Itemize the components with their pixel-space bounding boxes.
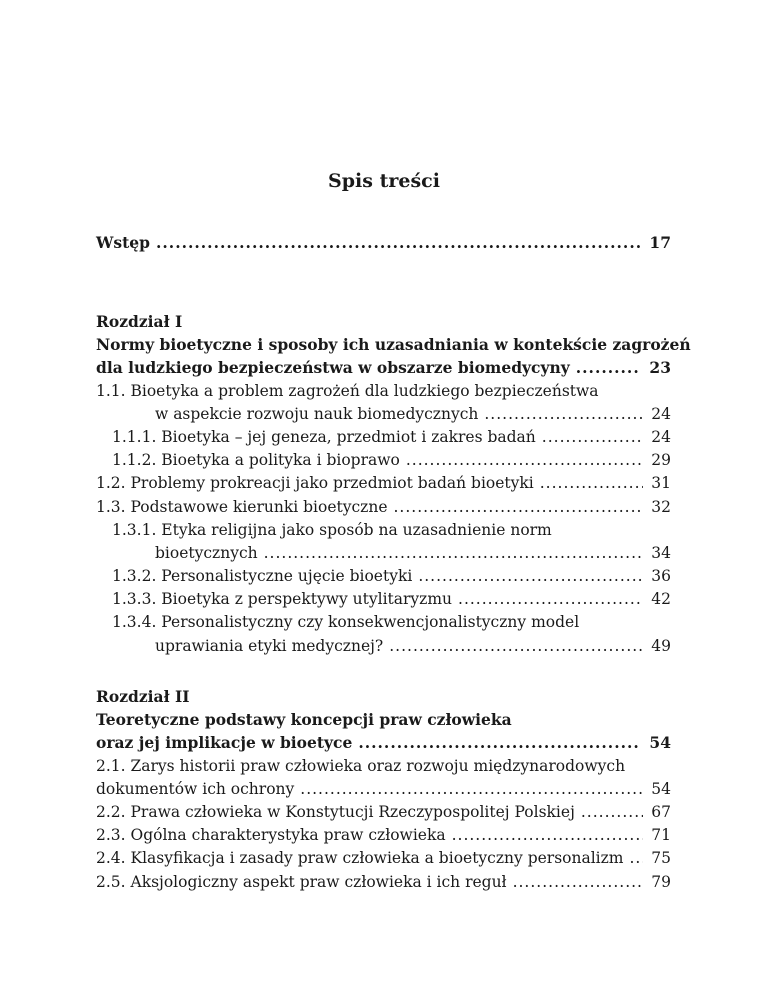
dot-leader xyxy=(406,449,643,472)
toc-entry-1-1-2 xyxy=(96,449,671,472)
page-number: 24 xyxy=(651,427,671,446)
toc-entry-1-1 xyxy=(96,403,671,426)
page-number: 34 xyxy=(651,543,671,562)
dot-leader xyxy=(581,801,643,824)
toc-entry-2-3 xyxy=(96,824,671,847)
page-number: 54 xyxy=(651,779,671,798)
page-number: 23 xyxy=(649,358,671,378)
page-number: 17 xyxy=(649,233,671,252)
toc-entry-2-2 xyxy=(96,801,671,824)
toc-entry-text: 2.1. Zarys historii praw człowieka oraz rozwoju międzynarodowych xyxy=(96,756,626,775)
toc-entry-1-3 xyxy=(96,496,671,519)
toc-entry-text: 1.1. Bioetyka a problem zagrożeń dla ludzkiego bezpieczeństwa xyxy=(96,381,599,400)
dot-leader xyxy=(513,871,644,894)
page-number: 75 xyxy=(651,849,671,868)
toc-entry-label: 2.4. Klasyfikacja i zasady praw człowieka a bioetyczny personalizm xyxy=(96,849,624,868)
toc-entry-label: 1.2. Problemy prokreacji jako przedmiot badań bioetyki xyxy=(96,474,534,493)
toc-entry-label: uprawiania etyki medycznej? xyxy=(155,636,384,655)
dot-leader xyxy=(389,635,643,658)
toc-intro xyxy=(96,231,671,254)
toc-entry-label: 1.3. Podstawowe kierunki bioetyczne xyxy=(96,497,388,516)
toc-entry-label: 1.3.2. Personalistyczne ujęcie bioetyki xyxy=(112,567,413,586)
page-number: 29 xyxy=(651,451,671,470)
dot-leader xyxy=(358,731,641,754)
dot-leader xyxy=(458,588,643,611)
toc-entry-label: 1.1.2. Bioetyka a polityka i bioprawo xyxy=(112,451,400,470)
toc-entry-label: Wstęp xyxy=(96,233,150,252)
toc-entry-1-2 xyxy=(96,472,671,495)
page-number: 71 xyxy=(651,826,671,845)
page-number: 67 xyxy=(651,802,671,821)
toc-chapter-2 xyxy=(96,685,671,894)
toc-entry-2-4 xyxy=(96,847,671,870)
toc-entry-1-3-2 xyxy=(96,565,671,588)
page-number: 24 xyxy=(651,404,671,423)
toc-entry-label: 2.5. Aksjologiczny aspekt praw człowieka i ich reguł xyxy=(96,872,507,891)
toc-entry-label: 1.3.3. Bioetyka z perspektywy utylitaryzmu xyxy=(112,590,453,609)
dot-leader xyxy=(576,356,642,379)
chapter-label: Rozdział II xyxy=(96,687,190,706)
toc-entry-label: 2.2. Prawa człowieka w Konstytucji Rzeczypospolitej Polskiej xyxy=(96,802,575,821)
toc-entry-1-3-4 xyxy=(96,635,671,658)
dot-leader xyxy=(484,403,643,426)
chapter-title-line: Normy bioetyczne i sposoby ich uzasadniania w kontekście zagrożeń xyxy=(96,335,691,355)
toc-entry-intro xyxy=(96,231,671,254)
toc-entry-text: 1.3.1. Etyka religijna jako sposób na uzasadnienie norm xyxy=(112,520,552,539)
chapter-title-line: oraz jej implikacje w bioetyce xyxy=(96,733,353,753)
dot-leader xyxy=(264,542,644,565)
toc-entry-chapter-2 xyxy=(96,731,671,754)
dot-leader xyxy=(452,824,644,847)
toc-entry-1-3-1 xyxy=(96,542,671,565)
toc-entry-1-1-1 xyxy=(96,426,671,449)
page-number: 31 xyxy=(651,474,671,493)
chapter-title-line: dla ludzkiego bezpieczeństwa w obszarze biomedycyny xyxy=(96,358,570,378)
toc-entry-2-1 xyxy=(96,778,671,801)
dot-leader xyxy=(394,496,644,519)
page-number: 42 xyxy=(651,590,671,609)
toc-chapter-1 xyxy=(96,310,691,658)
toc-entry-label: bioetycznych xyxy=(155,543,258,562)
page-number: 54 xyxy=(649,733,671,753)
toc-entry-2-5 xyxy=(96,871,671,894)
page-number: 32 xyxy=(651,497,671,516)
dot-leader xyxy=(629,847,643,870)
chapter-title-line: Teoretyczne podstawy koncepcji praw człowieka xyxy=(96,710,512,730)
page-number: 49 xyxy=(651,636,671,655)
page-number: 36 xyxy=(651,567,671,586)
toc-entry-chapter-1 xyxy=(96,356,671,379)
page-title: Spis treści xyxy=(328,170,440,192)
dot-leader xyxy=(540,472,644,495)
toc-entry-text: 1.3.4. Personalistyczny czy konsekwencjonalistyczny model xyxy=(112,613,580,632)
toc-entry-label: 1.1.1. Bioetyka – jej geneza, przedmiot i zakres badań xyxy=(112,427,536,446)
toc-entry-label: w aspekcie rozwoju nauk biomedycznych xyxy=(155,404,479,423)
page-number: 79 xyxy=(651,872,671,891)
chapter-label: Rozdział I xyxy=(96,312,183,331)
dot-leader xyxy=(418,565,643,588)
dot-leader xyxy=(542,426,643,449)
dot-leader xyxy=(300,778,643,801)
toc-entry-label: dokumentów ich ochrony xyxy=(96,779,295,798)
toc-entry-label: 2.3. Ogólna charakterystyka praw człowieka xyxy=(96,826,446,845)
dot-leader xyxy=(156,231,641,254)
toc-entry-1-3-3 xyxy=(96,588,671,611)
